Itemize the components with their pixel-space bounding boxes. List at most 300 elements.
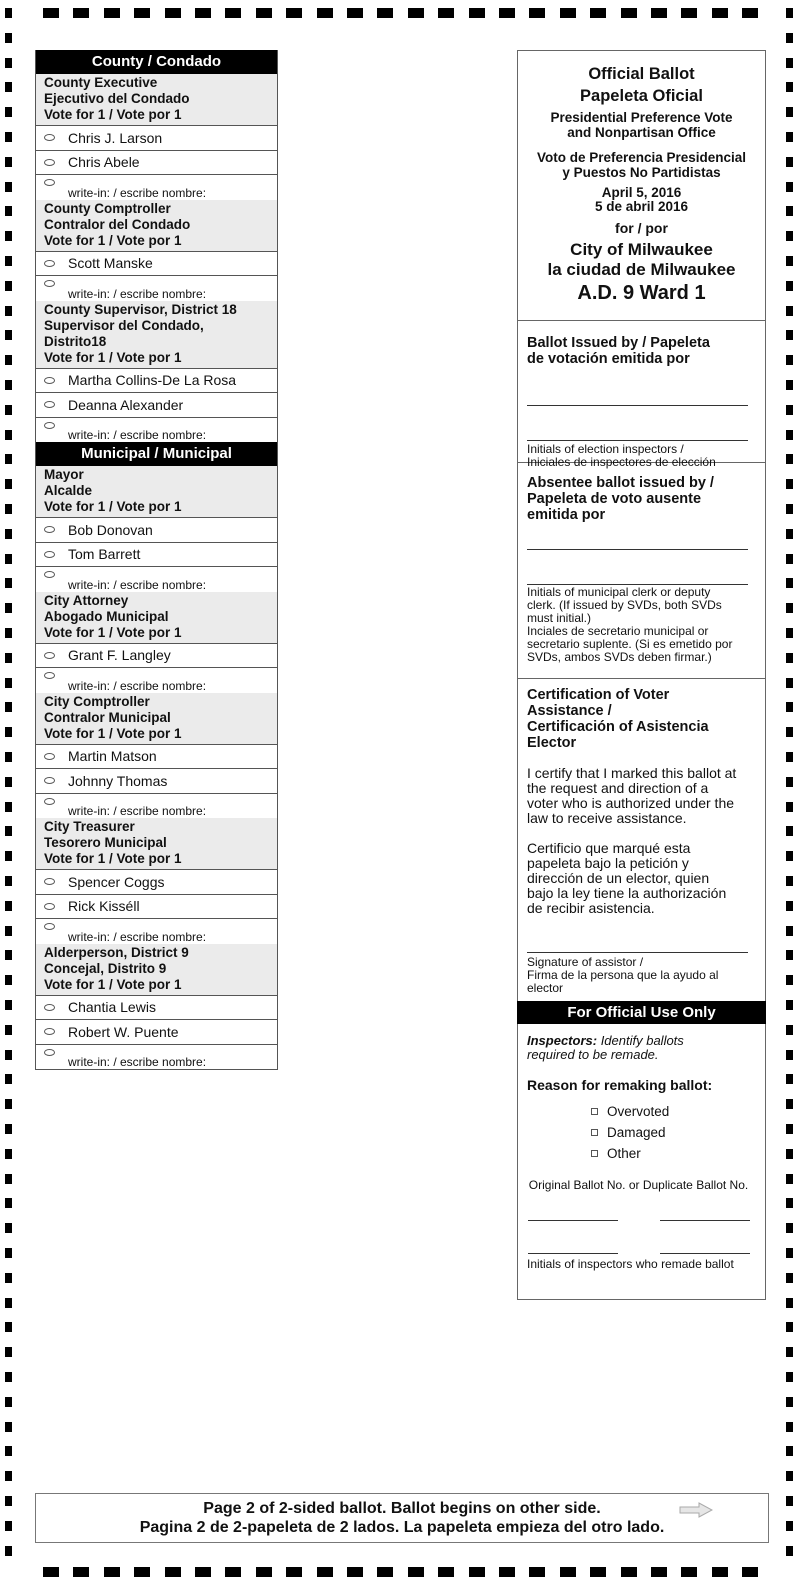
- absentee-section: [518, 463, 765, 679]
- body-line: law to receive assistance.: [527, 810, 687, 826]
- timing-mark: [786, 355, 793, 365]
- initials-line[interactable]: [527, 405, 748, 406]
- reason-text: Overvoted: [607, 1104, 670, 1119]
- election-name-en: [522, 110, 761, 140]
- papeleta-oficial-title: Papeleta Oficial: [580, 87, 703, 105]
- initials-lines: [527, 1253, 756, 1254]
- contest-city-treasurer: [36, 818, 277, 944]
- timing-mark: [786, 1198, 793, 1208]
- timing-mark: [590, 8, 606, 18]
- timing-mark: [786, 653, 793, 663]
- contest-title-es: Contralor del Condado: [44, 216, 191, 232]
- vote-oval-icon[interactable]: [44, 280, 55, 287]
- timing-mark: [786, 1174, 793, 1184]
- vote-oval-icon[interactable]: [44, 798, 55, 805]
- timing-mark: [5, 157, 12, 167]
- timing-mark: [786, 1124, 793, 1134]
- contest-header: [36, 301, 277, 369]
- timing-mark: [5, 1496, 12, 1506]
- vote-oval-icon[interactable]: [44, 571, 55, 578]
- vote-instruction: Vote for 1 / Vote por 1: [44, 976, 182, 992]
- vote-oval-icon[interactable]: [44, 1049, 55, 1056]
- checkbox-icon[interactable]: [591, 1129, 598, 1136]
- timing-mark: [786, 1298, 793, 1308]
- vote-oval-icon[interactable]: [44, 179, 55, 186]
- timing-mark: [786, 1422, 793, 1432]
- candidate-row[interactable]: [36, 745, 277, 770]
- candidate-row[interactable]: [36, 151, 277, 176]
- body-line: voter who is authorized under the: [527, 795, 735, 811]
- inspectors-instruction: [527, 1034, 756, 1062]
- candidate-row[interactable]: [36, 369, 277, 394]
- contest-city-comptroller: [36, 693, 277, 819]
- timing-mark: [786, 58, 793, 68]
- candidate-name: Johnny Thomas: [68, 772, 168, 789]
- timing-mark: [5, 1273, 12, 1283]
- contest-title: City Treasurer: [44, 819, 135, 834]
- title-line: de votación emitida por: [527, 351, 690, 367]
- timing-mark: [5, 1322, 12, 1332]
- timing-mark: [786, 306, 793, 316]
- candidate-name: Deanna Alexander: [68, 396, 184, 413]
- timing-mark: [317, 8, 333, 18]
- ballot-title-section: [518, 51, 765, 321]
- timing-mark: [651, 8, 667, 18]
- write-in-label: write-in: / escribe nombre:: [68, 929, 207, 944]
- write-in-label: write-in: / escribe nombre:: [68, 577, 207, 592]
- reason-damaged[interactable]: [591, 1122, 756, 1143]
- timing-mark: [5, 802, 12, 812]
- timing-mark: [469, 1567, 485, 1577]
- timing-mark: [786, 1397, 793, 1407]
- timing-mark: [5, 603, 12, 613]
- timing-mark: [5, 1248, 12, 1258]
- section-header-municipal: Municipal / Municipal: [36, 442, 277, 466]
- timing-mark: [5, 256, 12, 266]
- vote-instruction: Vote for 1 / Vote por 1: [44, 499, 182, 514]
- timing-mark: [5, 876, 12, 886]
- timing-mark: [165, 8, 181, 18]
- timing-mark: [256, 1567, 272, 1577]
- city-es: la ciudad de Milwaukee: [547, 260, 736, 279]
- candidate-name: Martin Matson: [68, 748, 157, 765]
- vote-oval-icon[interactable]: [44, 753, 55, 760]
- timing-mark: [5, 479, 12, 489]
- timing-mark: [5, 1422, 12, 1432]
- official-use-header: For Official Use Only: [517, 1001, 766, 1024]
- timing-mark: [786, 1471, 793, 1481]
- timing-mark: [225, 1567, 241, 1577]
- timing-mark: [195, 8, 211, 18]
- title-line: emitida por: [527, 507, 606, 523]
- timing-mark: [786, 901, 793, 911]
- election-date: [522, 186, 761, 214]
- candidate-row[interactable]: [36, 895, 277, 920]
- timing-mark: [5, 1149, 12, 1159]
- vote-instruction: Vote for 1 / Vote por 1: [44, 232, 182, 248]
- timing-mark: [286, 8, 302, 18]
- vote-instruction: Vote for 1 / Vote por 1: [44, 725, 182, 741]
- timing-mark: [786, 1372, 793, 1382]
- footer-line-en: Page 2 of 2-sided ballot. Ballot begins on other side.: [203, 1500, 601, 1517]
- timing-mark: [786, 678, 793, 688]
- initials-line[interactable]: [527, 549, 748, 550]
- timing-mark: [5, 529, 12, 539]
- timing-mark: [5, 1198, 12, 1208]
- candidate-row[interactable]: [36, 769, 277, 794]
- timing-mark: [786, 82, 793, 92]
- timing-mark: [5, 554, 12, 564]
- timing-mark: [73, 1567, 89, 1577]
- timing-mark: [786, 554, 793, 564]
- checkbox-icon[interactable]: [591, 1108, 598, 1115]
- candidate-row[interactable]: [36, 393, 277, 418]
- contest-title: County Supervisor, District 18: [44, 301, 237, 317]
- write-in-row[interactable]: [36, 919, 277, 944]
- timing-mark: [786, 950, 793, 960]
- write-in-label: write-in: / escribe nombre:: [68, 286, 207, 301]
- timing-mark: [5, 1025, 12, 1035]
- inspectors-label: Inspectors:: [527, 1033, 598, 1048]
- timing-mark: [786, 752, 793, 762]
- candidate-row[interactable]: [36, 252, 277, 277]
- title-line: Certificación of Asistencia: [527, 719, 709, 735]
- initials-line[interactable]: [527, 440, 748, 441]
- timing-mark: [499, 8, 515, 18]
- timing-mark: [5, 678, 12, 688]
- vote-oval-icon[interactable]: [44, 903, 55, 910]
- timing-mark: [438, 8, 454, 18]
- candidate-row[interactable]: [36, 644, 277, 669]
- body-line: dirección de un elector, quien: [527, 870, 710, 886]
- ballot-number-label: Original Ballot No. or Duplicate Ballot No.: [528, 1178, 749, 1192]
- caption-line: Initials of municipal clerk or deputy: [527, 585, 711, 599]
- title-line: Certification of Voter: [527, 687, 670, 703]
- timing-mark: [786, 1223, 793, 1233]
- candidate-row[interactable]: [36, 126, 277, 151]
- vote-oval-icon[interactable]: [44, 777, 55, 784]
- body-line: the request and direction of a: [527, 780, 709, 796]
- vote-oval-icon[interactable]: [44, 134, 55, 141]
- contest-header: [36, 466, 277, 518]
- timing-mark: [786, 405, 793, 415]
- caption-line: elector: [527, 981, 564, 995]
- body-line: Certificio que marqué esta: [527, 840, 691, 856]
- candidate-row[interactable]: [36, 1020, 277, 1045]
- contest-title-es: Abogado Municipal: [44, 608, 169, 624]
- timing-mark: [786, 1000, 793, 1010]
- timing-mark: [786, 132, 793, 142]
- candidate-row[interactable]: [36, 518, 277, 543]
- title-line: Assistance /: [527, 703, 612, 719]
- checkbox-icon[interactable]: [591, 1150, 598, 1157]
- timing-mark: [742, 8, 758, 18]
- timing-mark: [786, 256, 793, 266]
- timing-mark: [5, 206, 12, 216]
- body-line: I certify that I marked this ballot at: [527, 765, 737, 781]
- vote-oval-icon[interactable]: [44, 159, 55, 166]
- timing-mark: [134, 8, 150, 18]
- timing-mark: [786, 1273, 793, 1283]
- contest-title-es: Tesorero Municipal: [44, 835, 167, 850]
- timing-mark: [5, 1546, 12, 1556]
- inspector-initials-line[interactable]: [660, 1253, 750, 1254]
- timing-mark: [786, 1496, 793, 1506]
- caption-line: Signature of assistor /: [527, 955, 644, 969]
- write-in-row[interactable]: [36, 418, 277, 443]
- vote-oval-icon[interactable]: [44, 652, 55, 659]
- contest-county-supervisor: [36, 301, 277, 443]
- title-line: Elector: [527, 735, 577, 751]
- timing-mark: [5, 1174, 12, 1184]
- vote-oval-icon[interactable]: [44, 377, 55, 384]
- timing-mark: [5, 653, 12, 663]
- contest-title: City Comptroller: [44, 693, 150, 709]
- write-in-row[interactable]: [36, 175, 277, 200]
- reason-text: Other: [607, 1146, 641, 1161]
- candidate-name: Chantia Lewis: [68, 999, 156, 1016]
- candidate-row[interactable]: [36, 996, 277, 1021]
- timing-mark: [786, 702, 793, 712]
- caption-line: Initials of election inspectors /: [527, 442, 684, 456]
- timing-mark: [5, 727, 12, 737]
- vote-oval-icon[interactable]: [44, 551, 55, 558]
- ballot-info-box: [517, 50, 766, 1300]
- reason-label: Reason for remaking ballot:: [527, 1077, 713, 1093]
- title-line: Papeleta de voto ausente: [527, 491, 702, 507]
- timing-mark: [104, 1567, 120, 1577]
- timing-mark: [786, 603, 793, 613]
- contest-mayor: [36, 466, 277, 592]
- election-name-line: and Nonpartisan Office: [567, 125, 716, 140]
- timing-mark: [499, 1567, 515, 1577]
- timing-mark: [786, 479, 793, 489]
- contest-title-es: Concejal, Distrito 9: [44, 960, 167, 976]
- footer-line-es: Pagina 2 de 2-papeleta de 2 lados. La papeleta empieza del otro lado.: [139, 1519, 665, 1536]
- contest-alderperson: [36, 944, 277, 1070]
- timing-mark: [225, 8, 241, 18]
- caption-line: clerk. (If issued by SVDs, both SVDs: [527, 598, 722, 612]
- timing-mark: [786, 1149, 793, 1159]
- vote-oval-icon[interactable]: [44, 526, 55, 533]
- certification-section: [518, 679, 765, 1001]
- vote-oval-icon[interactable]: [44, 422, 55, 429]
- caption-line: Iniciales de inspectores de elección: [527, 455, 716, 469]
- timing-mark: [560, 8, 576, 18]
- body-line: bajo la ley tiene la authorización: [527, 885, 727, 901]
- timing-mark: [5, 231, 12, 241]
- contest-title-es: Contralor Municipal: [44, 709, 171, 725]
- candidate-name: Robert W. Puente: [68, 1023, 179, 1040]
- section-header-county: County / Condado: [36, 50, 277, 74]
- timing-mark: [5, 1074, 12, 1084]
- contest-header: [36, 944, 277, 996]
- ward-label: A.D. 9 Ward 1: [577, 282, 706, 304]
- timing-mark: [786, 727, 793, 737]
- timing-mark: [786, 1248, 793, 1258]
- timing-mark: [5, 950, 12, 960]
- certification-title: [527, 687, 756, 751]
- title-line: Ballot Issued by / Papeleta: [527, 335, 710, 351]
- timing-mark: [5, 752, 12, 762]
- city-en: City of Milwaukee: [570, 240, 713, 259]
- title-line: Absentee ballot issued by /: [527, 475, 714, 491]
- write-in-row[interactable]: [36, 1045, 277, 1070]
- election-name-line: Voto de Preferencia Presidencial: [536, 150, 747, 165]
- timing-mark: [5, 1124, 12, 1134]
- timing-mark: [43, 8, 59, 18]
- timing-mark: [712, 1567, 728, 1577]
- timing-mark: [256, 8, 272, 18]
- timing-mark: [786, 851, 793, 861]
- contest-header: [36, 818, 277, 870]
- timing-mark: [786, 182, 793, 192]
- inspectors-text: required to be remade.: [527, 1047, 659, 1062]
- timing-mark: [5, 182, 12, 192]
- timing-mark: [681, 8, 697, 18]
- timing-mark: [5, 1397, 12, 1407]
- vote-oval-icon[interactable]: [44, 672, 55, 679]
- timing-mark: [786, 107, 793, 117]
- timing-mark: [5, 33, 12, 43]
- timing-mark: [786, 777, 793, 787]
- timing-mark: [5, 1099, 12, 1109]
- candidate-name: Martha Collins-De La Rosa: [68, 372, 237, 389]
- write-in-label: write-in: / escribe nombre:: [68, 1055, 207, 1069]
- write-in-row[interactable]: [36, 668, 277, 693]
- caption-line: SVDs, ambos SVDs deben firmar.): [527, 650, 712, 664]
- timing-mark: [786, 1521, 793, 1531]
- reason-other[interactable]: [591, 1143, 756, 1164]
- contest-title: County Comptroller: [44, 200, 171, 216]
- timing-mark: [786, 529, 793, 539]
- certification-body-es: [527, 841, 756, 916]
- page-footer: [35, 1493, 769, 1543]
- timing-mark: [590, 1567, 606, 1577]
- timing-mark: [786, 826, 793, 836]
- certification-body-en: [527, 766, 756, 826]
- write-in-row[interactable]: [36, 567, 277, 592]
- candidate-name: Chris Abele: [68, 154, 140, 171]
- official-ballot-title: Official Ballot: [588, 65, 695, 83]
- contest-title-es: Alcalde: [44, 483, 93, 498]
- contest-title-es-2: Distrito18: [44, 333, 107, 349]
- timing-mark: [5, 405, 12, 415]
- vote-oval-icon[interactable]: [44, 401, 55, 408]
- timing-mark: [5, 1050, 12, 1060]
- write-in-label: write-in: / escribe nombre:: [68, 185, 207, 200]
- initials-caption: Initials of inspectors who remade ballot: [527, 1257, 734, 1271]
- timing-mark: [134, 1567, 150, 1577]
- vote-oval-icon[interactable]: [44, 260, 55, 267]
- contest-county-comptroller: [36, 200, 277, 301]
- timing-mark: [377, 8, 393, 18]
- ballot-issued-title: [527, 335, 756, 367]
- contest-city-attorney: [36, 592, 277, 693]
- timing-mark: [5, 926, 12, 936]
- reason-checkboxes: [591, 1101, 756, 1164]
- signature-caption: [527, 956, 756, 995]
- caption-line: must initial.): [527, 611, 592, 625]
- timing-mark: [5, 330, 12, 340]
- candidate-name: Bob Donovan: [68, 521, 153, 538]
- timing-mark: [408, 1567, 424, 1577]
- timing-mark: [786, 802, 793, 812]
- candidate-name: Grant F. Langley: [68, 647, 171, 664]
- timing-mark: [786, 33, 793, 43]
- timing-mark: [786, 8, 793, 18]
- inspector-initials-line[interactable]: [528, 1253, 618, 1254]
- election-name-line: Presidential Preference Vote: [550, 110, 733, 125]
- vote-oval-icon[interactable]: [44, 1004, 55, 1011]
- contest-title: County Executive: [44, 75, 158, 90]
- duplicate-ballot-no-line[interactable]: [660, 1220, 750, 1221]
- write-in-label: write-in: / escribe nombre:: [68, 428, 207, 442]
- timing-mark: [377, 1567, 393, 1577]
- contest-header: [36, 592, 277, 644]
- reason-text: Damaged: [607, 1125, 666, 1140]
- candidate-row[interactable]: [36, 870, 277, 895]
- write-in-row[interactable]: [36, 276, 277, 301]
- timing-mark: [5, 82, 12, 92]
- timing-mark: [408, 8, 424, 18]
- vote-instruction: Vote for 1 / Vote por 1: [44, 851, 182, 866]
- contest-title: Mayor: [44, 467, 84, 482]
- city-name: [522, 240, 761, 280]
- timing-mark: [5, 454, 12, 464]
- vote-oval-icon[interactable]: [44, 923, 55, 930]
- vote-oval-icon[interactable]: [44, 1028, 55, 1035]
- timing-mark: [786, 330, 793, 340]
- candidate-row[interactable]: [36, 543, 277, 568]
- timing-mark: [5, 504, 12, 514]
- signature-line[interactable]: [527, 952, 748, 953]
- timing-mark: [742, 1567, 758, 1577]
- timing-mark: [5, 702, 12, 712]
- timing-mark: [712, 8, 728, 18]
- reason-overvoted[interactable]: [591, 1101, 756, 1122]
- timing-mark: [786, 1050, 793, 1060]
- timing-mark: [5, 826, 12, 836]
- contest-header: [36, 74, 277, 126]
- contest-county-executive: [36, 74, 277, 200]
- body-line: papeleta bajo la petición y: [527, 855, 689, 871]
- timing-mark: [621, 8, 637, 18]
- write-in-label: write-in: / escribe nombre:: [68, 678, 207, 693]
- election-name-line: y Puestos No Partidistas: [562, 165, 721, 180]
- timing-mark: [786, 1347, 793, 1357]
- timing-mark: [347, 8, 363, 18]
- timing-mark: [5, 306, 12, 316]
- vote-oval-icon[interactable]: [44, 878, 55, 885]
- candidate-name: Spencer Coggs: [68, 873, 165, 890]
- timing-mark: [786, 1074, 793, 1084]
- timing-mark: [786, 1446, 793, 1456]
- timing-mark: [5, 1446, 12, 1456]
- write-in-row[interactable]: [36, 794, 277, 819]
- timing-mark: [786, 578, 793, 588]
- original-ballot-no-line[interactable]: [528, 1220, 618, 1221]
- candidate-name: Tom Barrett: [68, 546, 141, 563]
- timing-mark: [5, 777, 12, 787]
- contest-header: [36, 693, 277, 745]
- timing-mark: [5, 430, 12, 440]
- contests-column: [35, 50, 278, 1070]
- timing-mark: [786, 206, 793, 216]
- caption-line: secretario suplente. (Si es emetido por: [527, 637, 733, 651]
- timing-mark: [5, 975, 12, 985]
- absentee-caption: [527, 586, 756, 664]
